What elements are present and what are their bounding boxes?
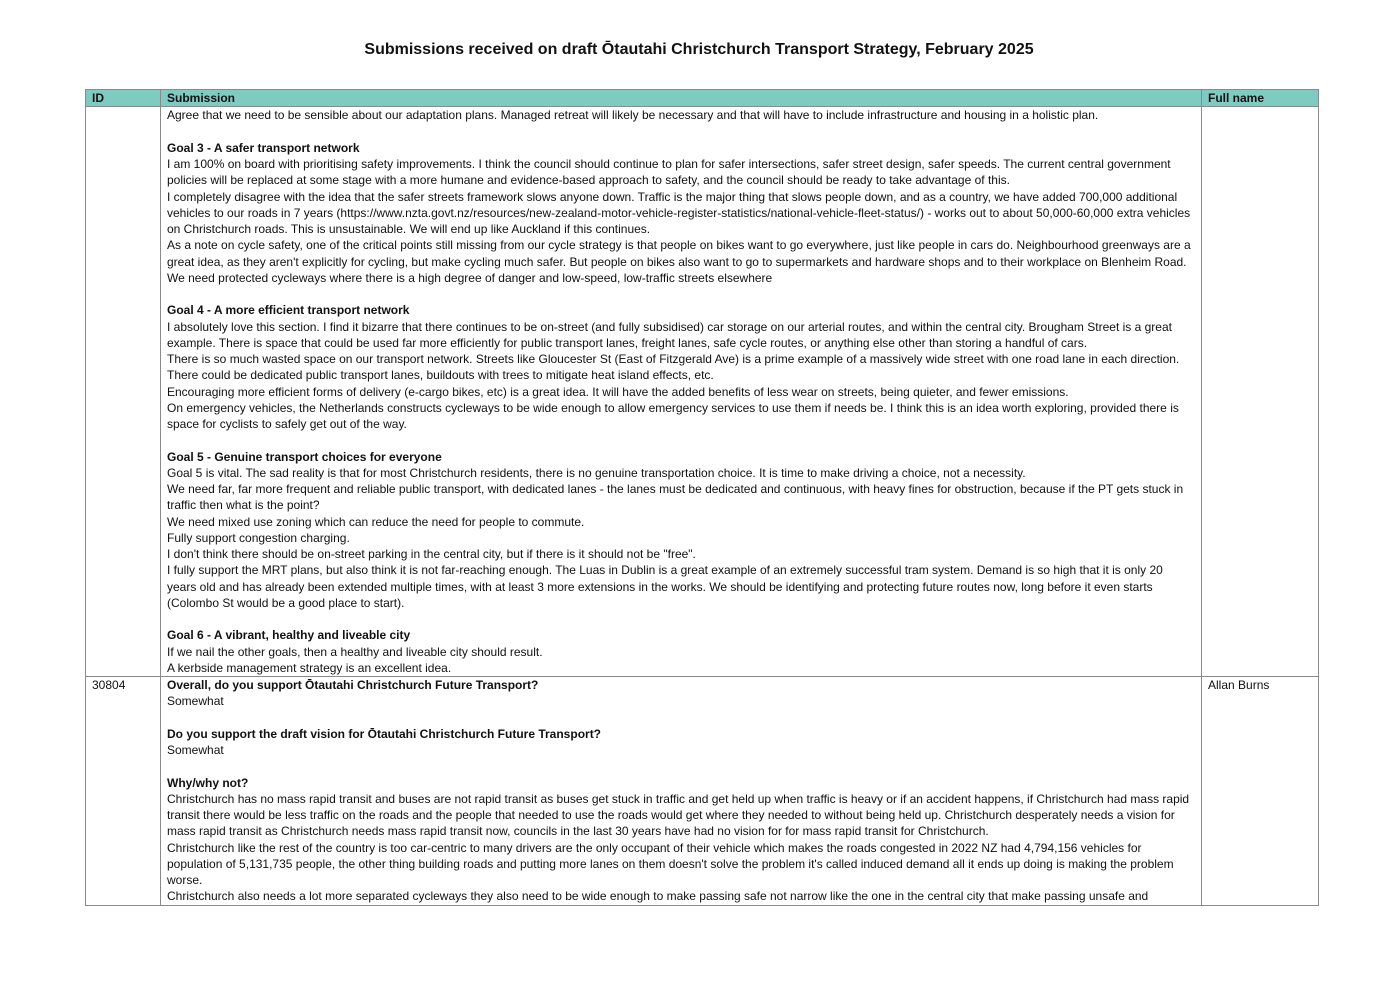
table-row — [86, 107, 1319, 677]
submission-paragraph: A kerbside management strategy is an excellent idea. — [167, 660, 452, 675]
question-heading: Goal 3 - A safer transport network — [167, 140, 360, 155]
submission-paragraph — [167, 611, 1195, 627]
submission-paragraph: I fully support the MRT plans, but also think it is not far-reaching enough. The Luas in Dublin is a great example of an extremely successful tram system. Demand is so high that it is only 20 years old and has already been extended multiple times, with at least 3 more extensions in the works. We should be identifying and protecting future routes now, long before it even starts (Colombo St would be a good place to start). — [167, 563, 1163, 610]
full-name-cell — [1202, 107, 1319, 677]
full-name-cell: Allan Burns — [1202, 677, 1319, 906]
submission-paragraph: I completely disagree with the idea that the safer streets framework slows anyone down. Traffic is the major thing that slows people down, and as a country, we have added 700,000 additional vehicles to our roads in 7 years (https://www.nzta.govt.nz/resources/new-zealand-motor-vehicle-register-statistics/national-vehicle-fleet-status/) - works out to about 50,000-60,000 extra vehicles on Christchurch roads. This is unsustainable. We will end up like Auckland if this continues. — [167, 189, 1191, 236]
submission-paragraph: If we nail the other goals, then a healthy and liveable city should result. — [167, 644, 543, 659]
column-header-full-name: Full name — [1202, 90, 1319, 107]
column-header-submission: Submission — [161, 90, 1202, 107]
submission-paragraph: Somewhat — [167, 743, 224, 757]
submission-paragraph — [167, 758, 1195, 774]
submission-paragraph — [167, 286, 1195, 302]
submission-paragraph: I am 100% on board with prioritising safety improvements. I think the council should continue to plan for safer intersections, safer street design, safer speeds. The current central government policies will be replaced at some stage with a more humane and evidence-based approach to safety, and the council should be ready to take advantage of this. — [167, 157, 1171, 188]
page-title: Submissions received on draft Ōtautahi Christchurch Transport Strategy, February 2025 — [364, 41, 1034, 58]
submission-paragraph: Somewhat — [167, 694, 224, 709]
submission-id-cell — [86, 107, 161, 677]
submission-paragraph: We need mixed use zoning which can reduce the need for people to commute. — [167, 514, 585, 529]
column-header-id: ID — [86, 90, 161, 107]
submission-paragraph: On emergency vehicles, the Netherlands constructs cycleways to be wide enough to allow emergency services to use them if needs be. I think this is an idea worth exploring, provided there is space for cyclists to safely get out of the way. — [167, 400, 1179, 431]
question-heading: Goal 5 - Genuine transport choices for everyone — [167, 449, 442, 464]
submission-id-cell: 30804 — [86, 677, 161, 906]
submission-paragraph: I don't think there should be on-street parking in the central city, but if there is it should not be "free". — [167, 547, 696, 561]
table-body — [86, 107, 1319, 905]
submission-paragraph: There is so much wasted space on our transport network. Streets like Gloucester St (East of Fitzgerald Ave) is a prime example of a massively wide street with one road lane in each direction. There could be dedicated public transport lanes, buildouts with trees to mitigate heat island effects, etc. — [167, 352, 1180, 383]
question-heading: Why/why not? — [167, 775, 249, 790]
submission-text-cell — [161, 677, 1202, 906]
submission-paragraph: Christchurch also needs a lot more separated cycleways they also need to be wide enough to make passing safe not narrow like the one in the central city that make passing unsafe and — [167, 889, 1149, 904]
submission-paragraph: Christchurch has no mass rapid transit and buses are not rapid transit as buses get stuck in traffic and get held up when traffic is heavy or if an accident happens, if Christchurch had mass rapid transit there would be less traffic on the roads and the people that needed to use the roads would get where they needed to without being held up. Christchurch desperately needs a vision for mass rapid transit as Christchurch needs mass rapid transit now, councils in the last 30 years have had no vision for for mass rapid transit for Christchurch. — [167, 791, 1190, 839]
submission-paragraph: Goal 5 is vital. The sad reality is that for most Christchurch residents, there is no genuine transportation choice. It is time to make driving a choice, not a necessity. — [167, 465, 1026, 480]
submission-paragraph — [167, 432, 1195, 448]
question-heading: Goal 6 - A vibrant, healthy and liveable city — [167, 628, 411, 643]
question-heading: Do you support the draft vision for Ōtautahi Christchurch Future Transport? — [167, 726, 602, 741]
submission-paragraph: Agree that we need to be sensible about our adaptation plans. Managed retreat will likely be necessary and that will have to include infrastructure and housing in a holistic plan. — [167, 108, 1099, 123]
submission-paragraph: I absolutely love this section. I find it bizarre that there continues to be on-street (and fully subsidised) car storage on our arterial routes, and within the central city. Brougham Street is a great example. There is space that could be used far more efficiently for public transport lanes, freight lanes, safe cycle routes, or anything else other than storing a handful of cars. — [167, 319, 1172, 350]
submission-text-cell — [161, 107, 1202, 677]
submission-paragraph — [167, 710, 1195, 726]
submission-paragraph — [167, 124, 1195, 140]
submission-paragraph: Christchurch like the rest of the country is too car-centric to many drivers are the only occupant of their vehicle which makes the roads congested in 2022 NZ had 4,794,156 vehicles for population of 5,131,735 people, the other thing building roads and putting more lanes on them doesn't solve the problem it's called induced demand all it ends up doing is making the problem worse. — [167, 840, 1174, 887]
question-heading: Goal 4 - A more efficient transport network — [167, 303, 410, 318]
table-header-row — [86, 90, 1319, 107]
submission-paragraph: Fully support congestion charging. — [167, 530, 350, 545]
table-row — [86, 677, 1319, 906]
submission-paragraph: We need far, far more frequent and reliable public transport, with dedicated lanes - the lanes must be dedicated and continuous, with heavy fines for obstruction, because if the PT gets stuck in traffic then what is the point? — [167, 482, 1184, 513]
question-heading: Overall, do you support Ōtautahi Christchurch Future Transport? — [167, 678, 539, 692]
submission-paragraph: As a note on cycle safety, one of the critical points still missing from our cycle strategy is that people on bikes want to go everywhere, just like people in cars do. Neighbourhood greenways are a great idea, as they aren't explicitly for cycling, but make cycling much safer. But people on bikes also want to go to supermarkets and hardware shops and to their workplace on Blenheim Road. We need protected cycleways where there is a high degree of danger and low-speed, low-traffic streets elsewhere — [167, 238, 1191, 285]
submissions-table — [85, 89, 1319, 906]
submission-paragraph: Encouraging more efficient forms of delivery (e-cargo bikes, etc) is a great idea. It will have the added benefits of less wear on streets, being quieter, and fewer emissions. — [167, 384, 1069, 399]
